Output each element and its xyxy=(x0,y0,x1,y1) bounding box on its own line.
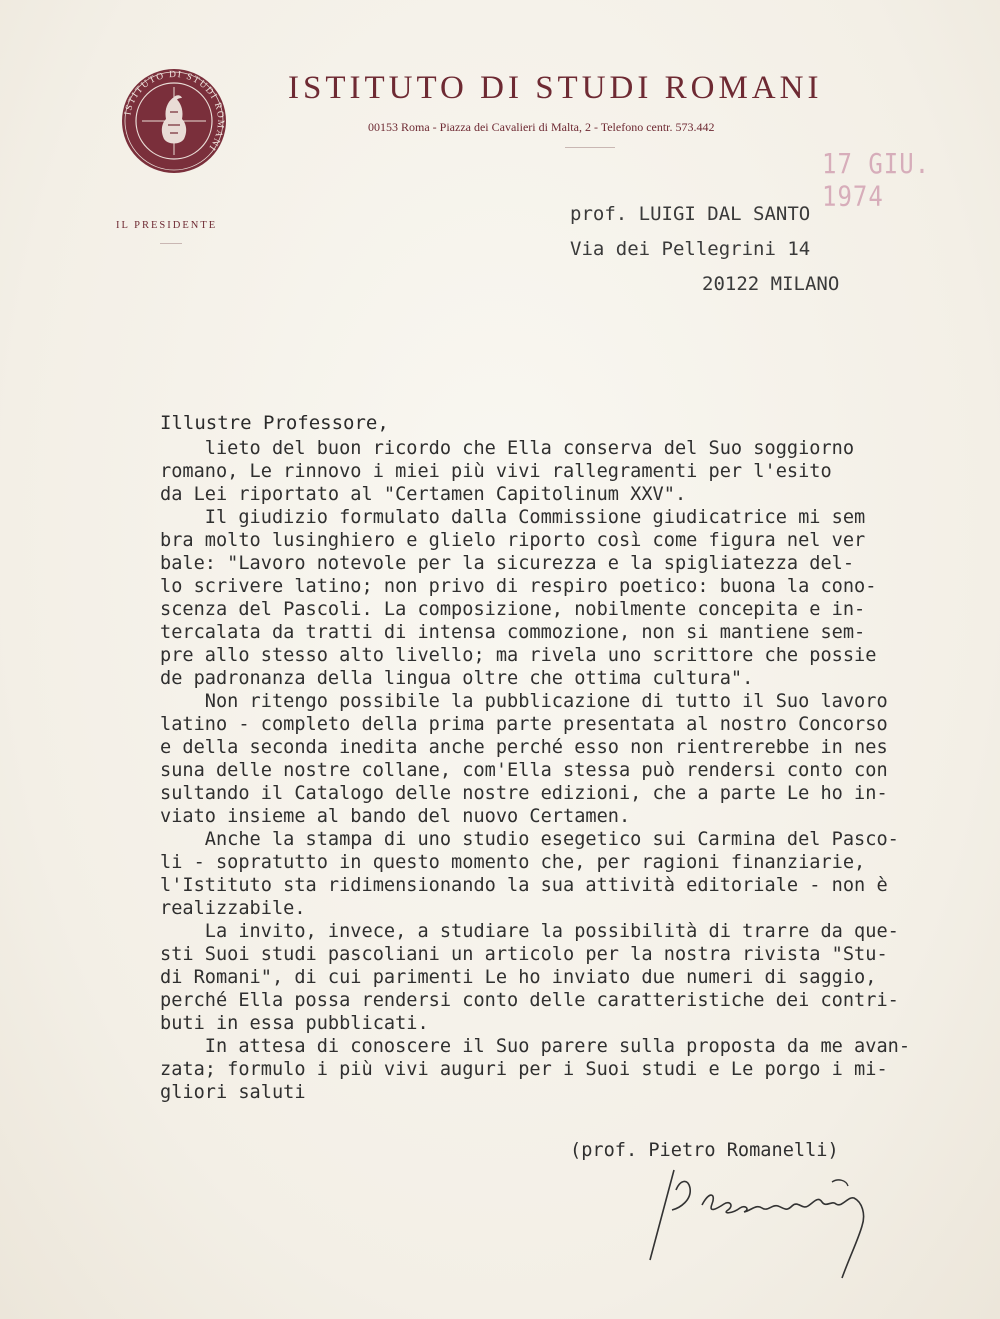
date-stamp: 17 GIU. 1974 xyxy=(822,147,931,213)
recipient-street: Via dei Pellegrini 14 xyxy=(570,238,811,260)
letter-body xyxy=(160,414,910,1104)
body-line xyxy=(160,414,910,437)
body-line: e della seconda inedita anche perché esso non rientrerebbe in nes xyxy=(160,737,888,758)
body-line: li - sopratutto in questo momento che, per ragioni finanziarie, xyxy=(160,852,866,873)
recipient-name: prof. LUIGI DAL SANTO xyxy=(570,203,811,225)
body-line: viato insieme al bando del nuovo Certamen. xyxy=(160,806,631,827)
body-line: buti in essa pubblicati. xyxy=(160,1013,429,1034)
institute-address: 00153 Roma - Piazza dei Cavalieri di Malta, 2 - Telefono centr. 573.442 xyxy=(368,120,715,134)
body-line: bra molto lusinghiero e glielo riporto così come figura nel ver xyxy=(160,530,866,551)
body-line: Non ritengo possibile la pubblicazione di tutto il Suo lavoro xyxy=(160,691,888,712)
body-line: sultando il Catalogo delle nostre edizioni, che a parte Le ho in- xyxy=(160,783,888,804)
body-line: latino - completo della prima parte presentata al nostro Concorso xyxy=(160,714,888,735)
body-line: La invito, invece, a studiare la possibilità di trarre da que- xyxy=(160,921,899,942)
body-line: zata; formulo i più vivi auguri per i Suoi studi e Le porgo i mi- xyxy=(160,1059,888,1080)
body-line: sti Suoi studi pascoliani un articolo per la nostra rivista "Stu- xyxy=(160,944,888,965)
body-line: lieto del buon ricordo che Ella conserva del Suo soggiorno xyxy=(160,438,855,459)
handwritten-signature xyxy=(636,1160,906,1285)
body-line: perché Ella possa rendersi conto delle caratteristiche dei contri- xyxy=(160,990,899,1011)
body-line: scenza del Pascoli. La composizione, nobilmente concepita e in- xyxy=(160,599,866,620)
sender-name: (prof. Pietro Romanelli) xyxy=(570,1140,839,1161)
body-line: bale: "Lavoro notevole per la sicurezza e la spigliatezza del- xyxy=(160,553,855,574)
svg-text:ISTITUTO DI STUDI ROMANI: ISTITUTO DI STUDI ROMANI xyxy=(123,69,226,153)
salutation: Illustre Professore, xyxy=(160,412,389,434)
body-line: romano, Le rinnovo i miei più vivi rallegramenti per l'esito xyxy=(160,461,832,482)
body-line: gliori saluti xyxy=(160,1082,306,1103)
body-line: de padronanza della lingua oltre che ottima cultura". xyxy=(160,668,754,689)
body-line: da Lei riportato al "Certamen Capitolinum XXV". xyxy=(160,484,687,505)
body-line: realizzabile. xyxy=(160,898,306,919)
header-divider xyxy=(565,147,615,148)
body-line: suna delle nostre collane, com'Ella stessa può rendersi conto con xyxy=(160,760,888,781)
president-divider xyxy=(160,243,182,244)
body-line: tercalata da tratti di intensa commozione, non si mantiene sem- xyxy=(160,622,866,643)
president-label: IL PRESIDENTE xyxy=(116,220,218,231)
recipient-city: 20122 MILANO xyxy=(702,273,840,295)
body-line: Il giudizio formulato dalla Commissione giudicatrice mi sem xyxy=(160,507,866,528)
body-line: In attesa di conoscere il Suo parere sulla proposta da me avan- xyxy=(160,1036,911,1057)
body-line: pre allo stesso alto livello; ma rivela uno scrittore che possie xyxy=(160,645,877,666)
body-line: Anche la stampa di uno studio esegetico sui Carmina del Pasco- xyxy=(160,829,899,850)
body-line: l'Istituto sta ridimensionando la sua attività editoriale - non è xyxy=(160,875,888,896)
institute-name: ISTITUTO DI STUDI ROMANI xyxy=(288,70,823,106)
body-line: lo scrivere latino; non privo di respiro poetico: buona la cono- xyxy=(160,576,877,597)
body-line: di Romani", di cui parimenti Le ho inviato due numeri di saggio, xyxy=(160,967,877,988)
institute-seal-icon xyxy=(120,67,228,175)
